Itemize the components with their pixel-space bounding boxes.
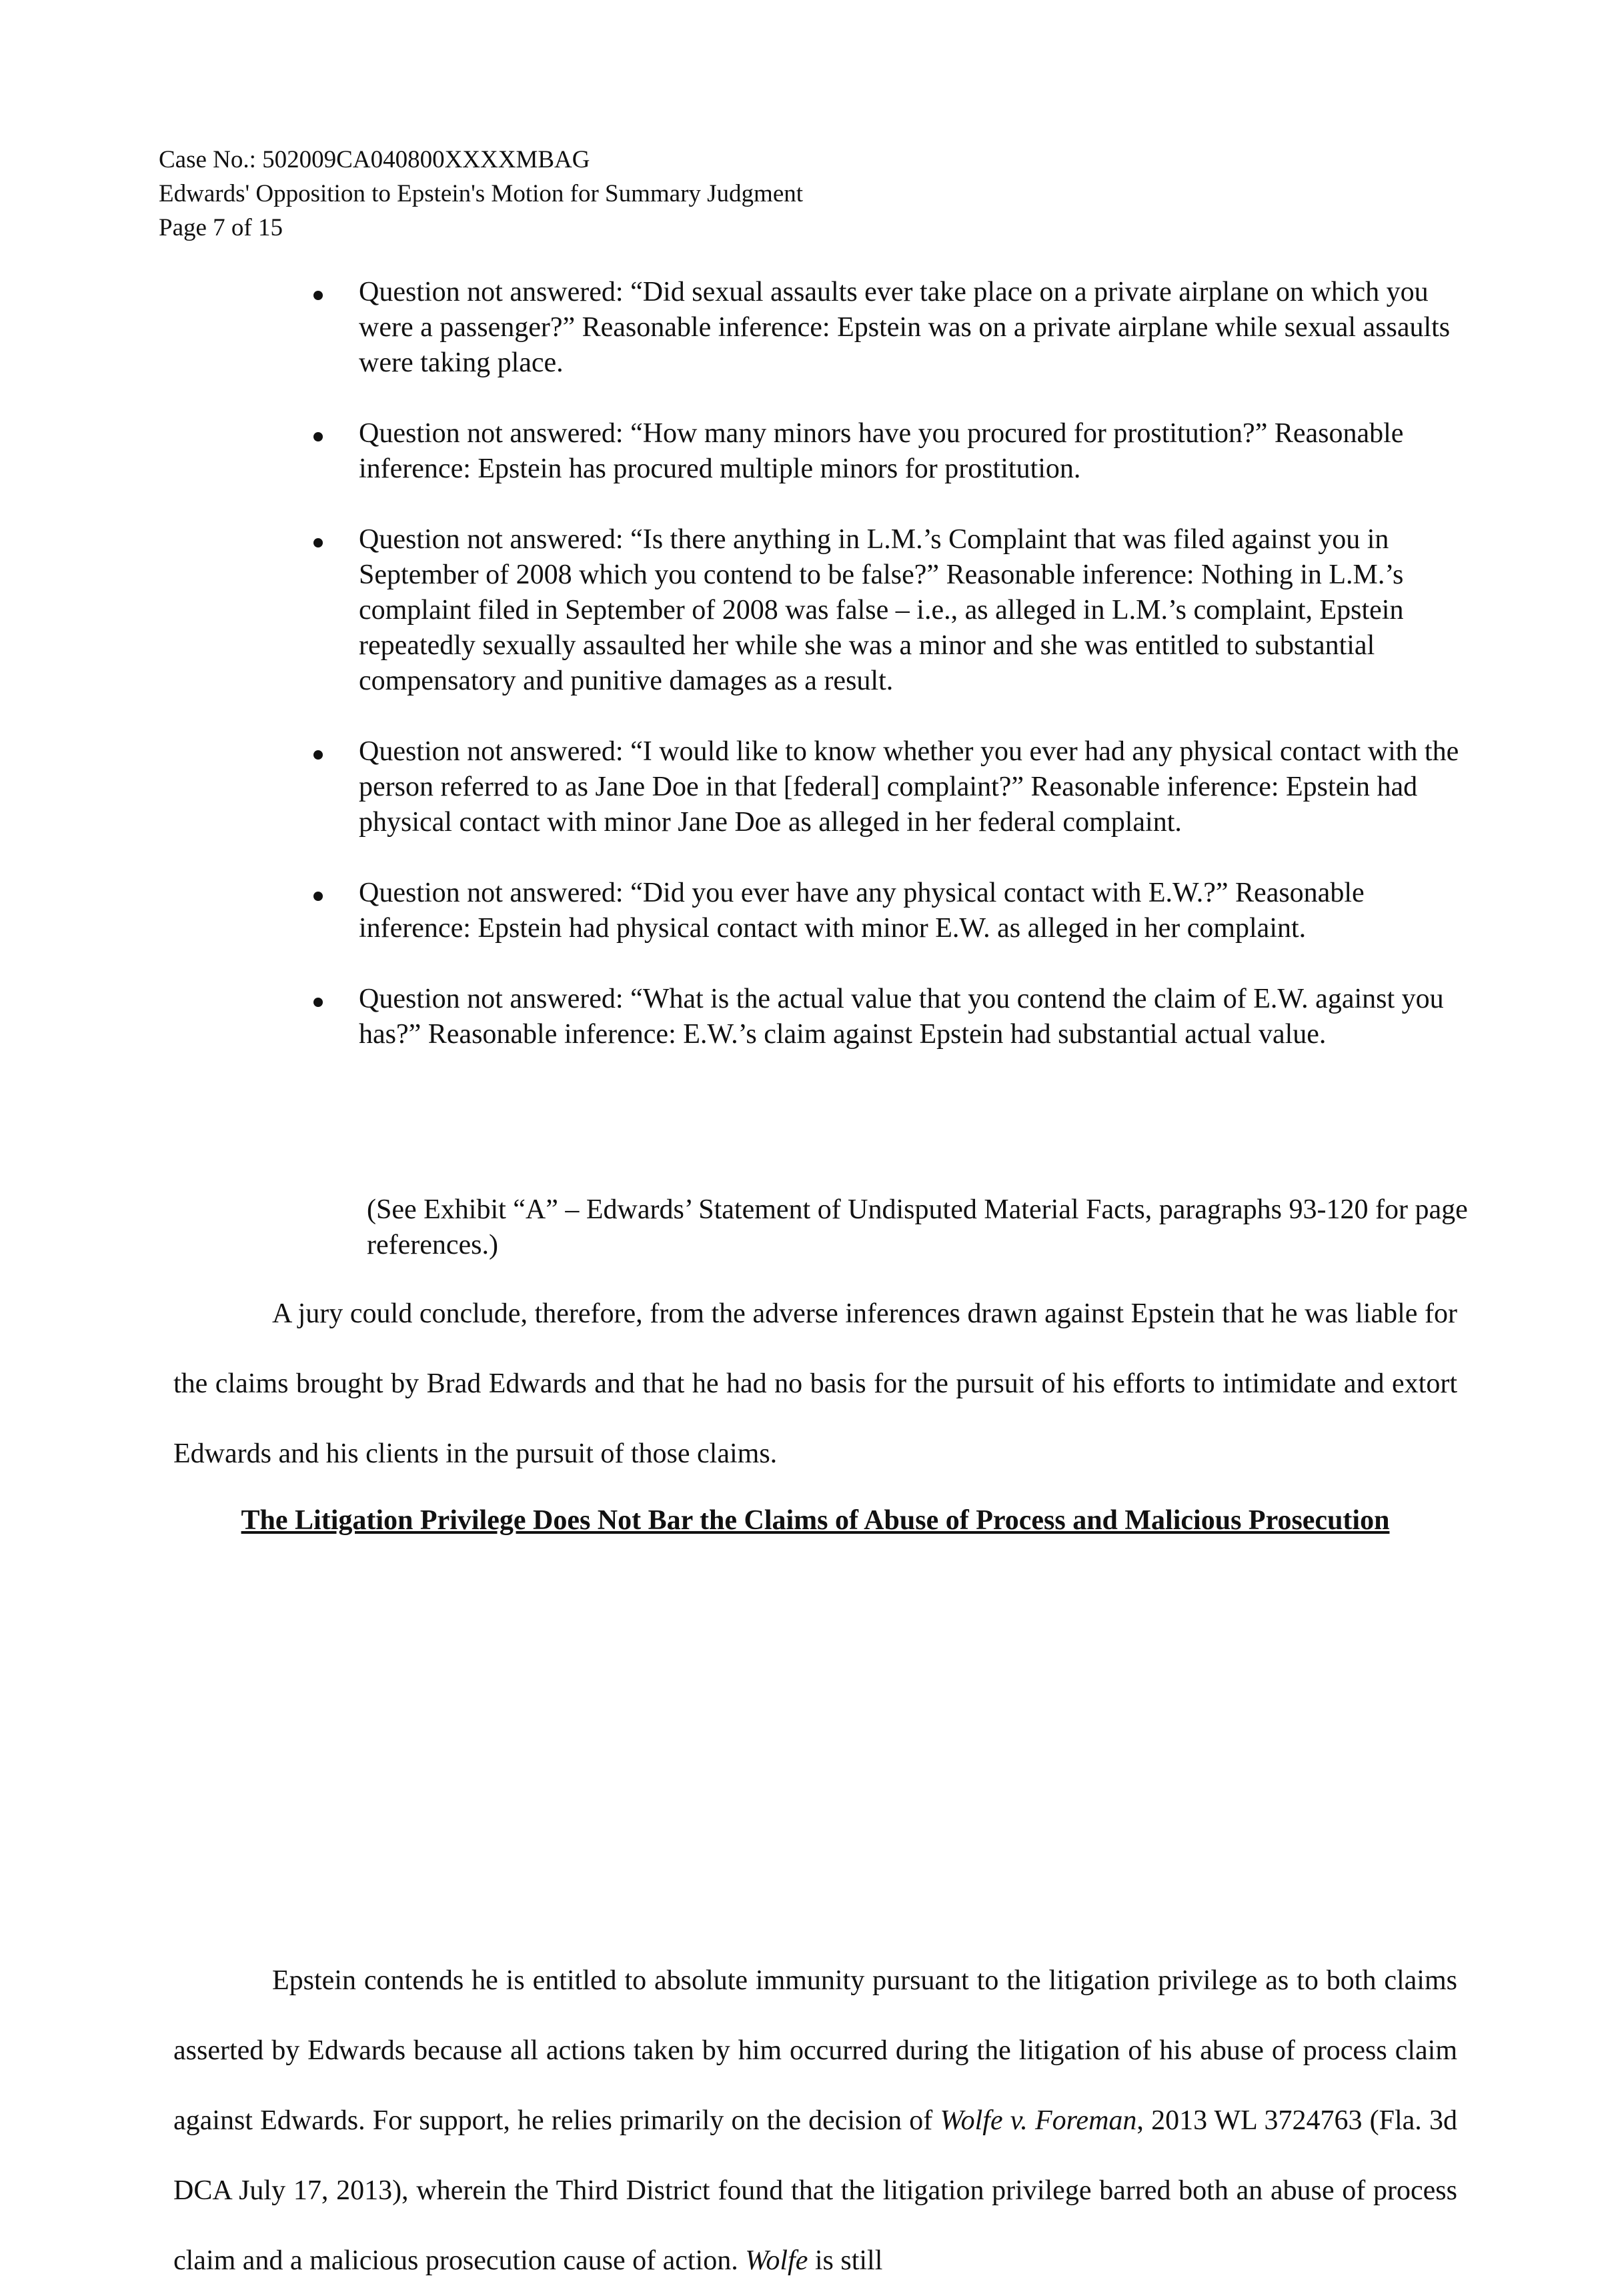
list-item <box>359 982 1479 1052</box>
paragraph-text: is still <box>808 2245 883 2276</box>
list-item <box>359 416 1479 487</box>
bullet-icon <box>313 998 323 1007</box>
case-number: Case No.: 502009CA040800XXXXMBAG <box>159 146 590 173</box>
paragraph-text: A jury could conclude, therefore, from the adverse inferences drawn against Epstein that he was liable for the claims brought by Brad Edwards and that he had no basis for the pursuit of his efforts to intimidate and extort Edwards and his clients in the pursuit of those claims. <box>173 1298 1457 1469</box>
bullet-list <box>359 275 1479 1088</box>
bullet-icon <box>313 291 323 300</box>
case-citation: Wolfe v. Foreman <box>940 2105 1137 2136</box>
list-item <box>359 522 1479 699</box>
bullet-text: Question not answered: “Did you ever have any physical contact with E.W.?” Reasonable inference: Epstein had physical contact with minor E.W. as alleged in her complaint. <box>359 878 1365 944</box>
bullet-icon <box>313 750 323 760</box>
body-paragraph-conclusion <box>173 1279 1457 1489</box>
exhibit-citation: (See Exhibit “A” – Edwards’ Statement of Undisputed Material Facts, paragraphs 93-120 for page references.) <box>367 1194 1468 1260</box>
bullet-icon <box>313 432 323 441</box>
list-item <box>359 734 1479 840</box>
bullet-text: Question not answered: “I would like to know whether you ever had any physical contact with the person referred to as Jane Doe in that [federal] complaint?” Reasonable inference: Epstein had physical contact with minor Jane Doe as alleged in her federal complaint. <box>359 736 1459 838</box>
page-number: Page 7 of 15 <box>159 214 283 241</box>
page-header <box>159 143 803 245</box>
body-paragraph-litigation-privilege <box>173 1946 1457 2296</box>
case-citation-short: Wolfe <box>745 2245 808 2276</box>
paragraph-text: Epstein contends he is entitled to absolute immunity pursuant to the litigation privilege as to both claims asserted by Edwards because all actions taken by him occurred during the litigation of his abuse of process claim against Edwards. For support, he relies primarily on the decision of <box>173 1965 1457 2136</box>
bullet-text: Question not answered: “What is the actual value that you contend the claim of E.W. against you has?” Reasonable inference: E.W.’s claim against Epstein had substantial actual value. <box>359 984 1444 1050</box>
section-heading: The Litigation Privilege Does Not Bar the Claims of Abuse of Process and Malicious Prosecution <box>241 1505 1390 1536</box>
list-item <box>359 876 1479 946</box>
document-title: Edwards' Opposition to Epstein's Motion for Summary Judgment <box>159 180 804 207</box>
bullet-icon <box>313 892 323 901</box>
paragraph-text: , 2013 WL 3724763 (Fla. 3d DCA July 17, 2013), wherein the Third District found that the litigation privilege barred both an abuse of process claim and a malicious prosecution cause of action. <box>173 2105 1457 2276</box>
bullet-icon <box>313 538 323 547</box>
bullet-text: Question not answered: “Is there anything in L.M.’s Complaint that was filed against you in September of 2008 which you contend to be false?” Reasonable inference: Nothing in L.M.’s complaint filed in September of 2008 was false – i.e., as alleged in L.M.’s complaint, Epstein repeatedly sexually assaulted her while she was a minor and she was entitled to substantial compensatory and punitive damages as a result. <box>359 524 1404 696</box>
bullet-text: Question not answered: “Did sexual assaults ever take place on a private airplane on which you were a passenger?” Reasonable inference: Epstein was on a private airplane while sexual assaults were taking place. <box>359 277 1451 378</box>
list-item <box>359 275 1479 381</box>
bullet-text: Question not answered: “How many minors have you procured for prostitution?” Reasonable inference: Epstein has procured multiple minors for prostitution. <box>359 418 1404 484</box>
